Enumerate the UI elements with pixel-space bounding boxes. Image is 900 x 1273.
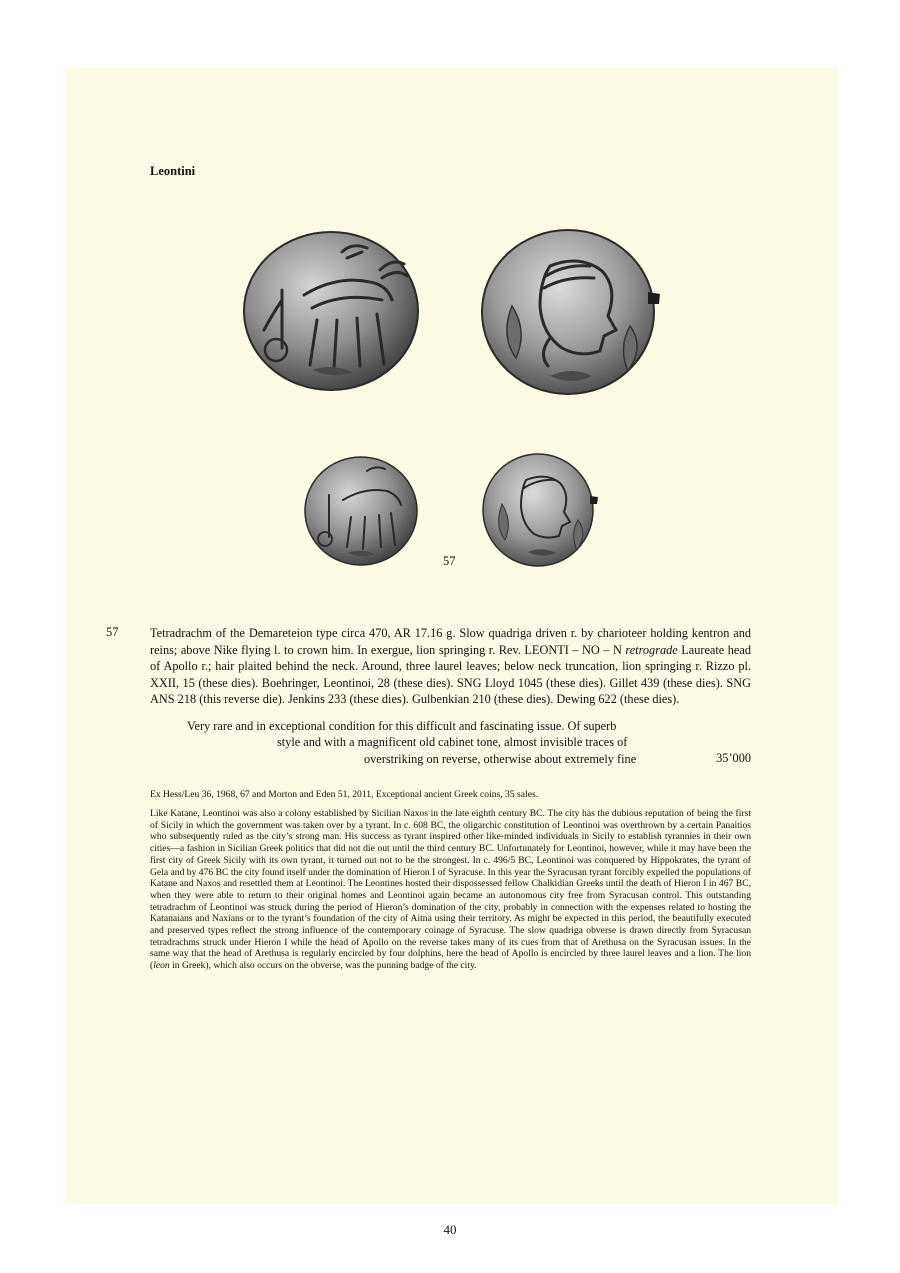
lot-description-italic: retrograde: [625, 642, 678, 657]
plate-number: 57: [443, 554, 456, 568]
lot-description-part-2: Laureate head of Apollo r.; hair plaited behind the neck. Around, three laurel leaves; below neck truncation, lion springing r. Rizzo pl. XXII, 15 (these dies). Boehringer, Leontinoi, 28 (these dies). SNG Lloyd 1045 (these dies). Gillet 439 (these dies). SNG ANS 218 (this reverse die). Jenkins 233 (these dies). Gulbenkian 210 (these dies). Dewing 622 (these dies).: [150, 642, 751, 707]
section-title: Leontini: [150, 164, 196, 178]
condition-line-3: overstriking on reverse, otherwise about extremely fine: [364, 752, 637, 766]
lot-description: [150, 625, 751, 708]
lot-price: 35’000: [716, 751, 751, 765]
lot-description-part-1: Tetradrachm of the Demareteion type circa 470, AR 17.16 g. Slow quadriga driven r. by charioteer holding kentron and reins; above Nike flying l. to crown him. In exergue, lion springing r. Rev. LEONTI – NO – N: [150, 626, 751, 657]
essay-part-2: in Greek), which also occurs on the obverse, was the punning badge of the city.: [169, 960, 477, 972]
essay-italic: leon: [153, 960, 170, 972]
coin-reverse-small: [482, 452, 598, 568]
condition-line-1: Very rare and in exceptional condition for this difficult and fascinating issue. Of superb: [187, 719, 617, 733]
essay-part-1: Like Katane, Leontinoi was also a colony established by Sicilian Naxos in the late eighth century BC. The city has the dubious reputation of being the first of Sicily in which the government was taken over by a tyrant. In c. 608 BC, the oligarchic constitution of Leontinoi was overthrown by a certain Panaitios who subsequently ruled as the city’s strong man. His success as tyrant inspired other like-minded individuals in Sicily to establish tyrannies in their own cities—a fashion in Sicilian Greek politics that did not die out until the third century BC. Unfortunately for Leontinoi, however, while it may have been the first city of Greek Sicily with its own tyrant, it turned out not to be the strongest. In c. 496/5 BC, Leontinoi was conquered by Hippokrates, the tyrant of Gela and by 476 BC the city found itself under the domination of Hieron I of Syracuse. In this year the Syracusan tyrant forcibly expelled the populations of Katane and Naxos and resettled them at Leontinoi. The Leontines hosted their dispossessed fellow Chalkidian Greeks until the death of Hieron I in 467 BC, when they were able to return to their original homes and Leontinoi again became an autonomous city free from Syracusan control. This outstanding tetradrachm of Leontinoi was struck during the period of Hieron’s domination of the city, probably in connection with the expenses related to hosting the Katanaians and Naxians or to the tyrant’s foundation of the city of Aitna using their territory. As might be expected in this period, the beautifully executed and preserved types reflect the strong influence of the contemporary coinage of Syracuse. The slow quadriga obverse is drawn directly from Syracusan tetradrachms struck under Hieron I while the head of Apollo on the reverse takes many of its cues from that of Arethusa on the Syracusan issues. In the same way that the head of Arethusa is regularly encircled by four dolphins, here the head of Apollo is encircled by three laurel leaves and a lion. The lion (: [150, 808, 751, 972]
coin-obverse-small: [303, 455, 419, 567]
page-number: 40: [443, 1222, 457, 1237]
condition-line-2: style and with a magnificent old cabinet tone, almost invisible traces of: [277, 735, 628, 749]
coin-obverse-large: [242, 230, 420, 392]
provenance: Ex Hess/Leu 36, 1968, 67 and Morton and Eden 51, 2011, Exceptional ancient Greek coins, 35 sales.: [150, 789, 539, 800]
coin-reverse-large: [480, 226, 660, 396]
lot-number: 57: [106, 625, 119, 639]
historical-essay: [150, 808, 751, 972]
